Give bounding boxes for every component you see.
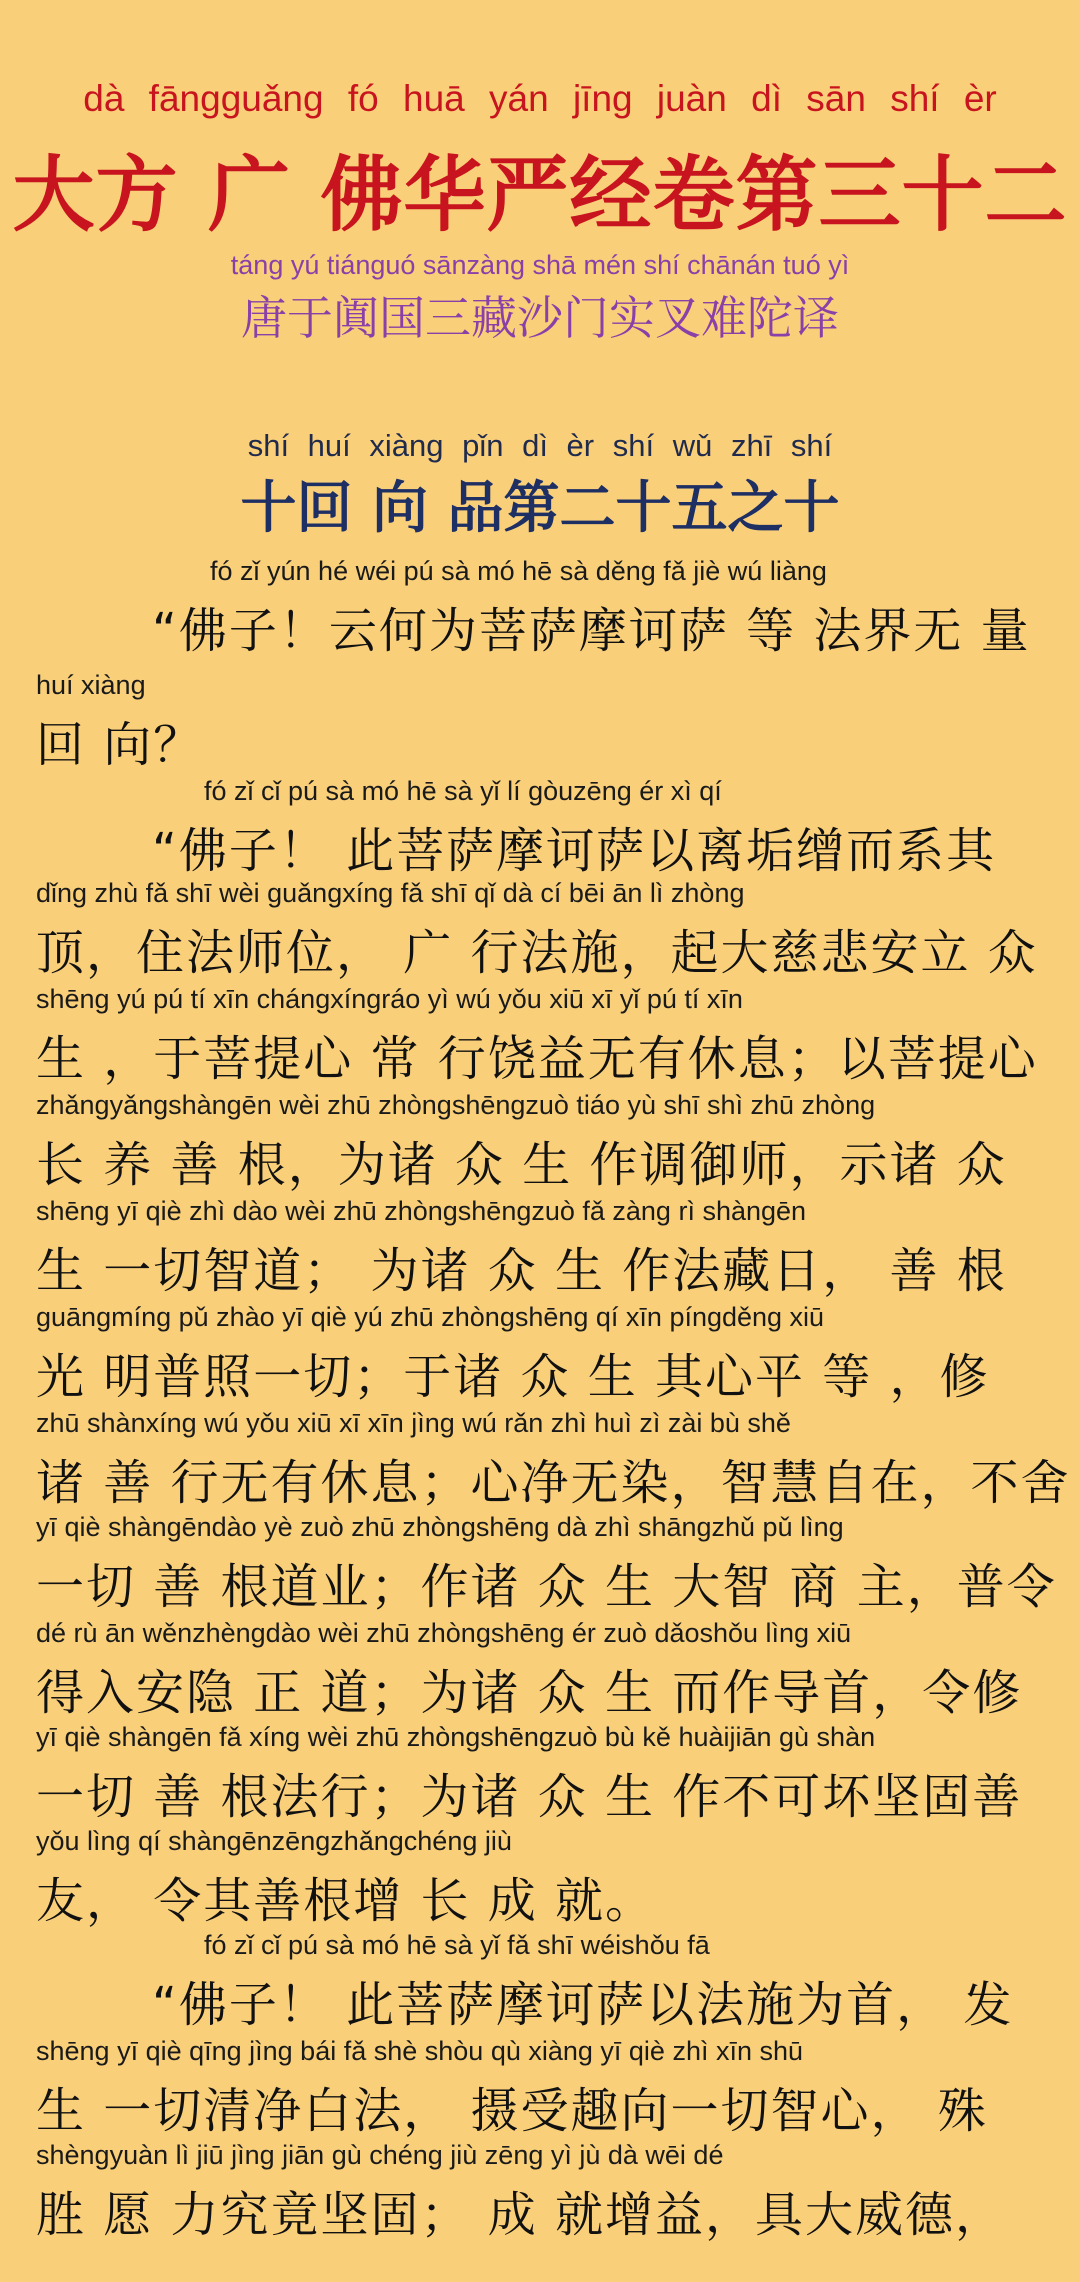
line-pinyin: fó zǐ yún hé wéi pú sà mó hē sà děng fǎ jiè wú liàng xyxy=(210,556,827,586)
translator-pinyin: táng yú tiánguó sānzàng shā mén shí chānán tuó yì xyxy=(230,250,850,280)
line-pinyin: yī qiè shàngēn fǎ xíng wèi zhū zhòngshēngzuò bù kě huàijiān gù shàn xyxy=(36,1722,876,1752)
page-title: 大方 广 佛华严经卷第三十二 xyxy=(12,148,1068,243)
line-text: “佛子！云何为菩萨摩诃萨 等 法界无 量 xyxy=(152,603,1031,659)
line-text: 生 一切智道； 为诸 众 生 作法藏日， 善 根 xyxy=(36,1243,1007,1299)
line-pinyin: shēng yī qiè qīng jìng bái fǎ shè shòu qù xiàng yī qiè zhì xīn shū xyxy=(36,2036,804,2066)
line-text: “佛子！ 此菩萨摩诃萨以法施为首， 发 xyxy=(152,1977,1014,2033)
line-pinyin: fó zǐ cǐ pú sà mó hē sà yǐ fǎ shī wéishǒu fā xyxy=(204,1930,710,1960)
line-text: 一切 善 根法行；为诸 众 生 作不可坏坚固善 xyxy=(36,1769,1023,1825)
line-text: 得入安隐 正 道；为诸 众 生 而作导首，令修 xyxy=(36,1665,1023,1721)
line-pinyin: yī qiè shàngēndào yè zuò zhū zhòngshēng dà zhì shāngzhǔ pǔ lìng xyxy=(36,1512,844,1542)
line-pinyin: guāngmíng pǔ zhào yī qiè yú zhū zhòngshēng qí xīn píngděng xiū xyxy=(36,1302,825,1332)
line-pinyin: shēng yú pú tí xīn chángxíngráo yì wú yǒu xiū xī yǐ pú tí xīn xyxy=(36,984,743,1014)
line-pinyin: zhǎngyǎngshàngēn wèi zhū zhòngshēngzuò tiáo yù shī shì zhū zhòng xyxy=(36,1090,876,1120)
line-pinyin: shēng yī qiè zhì dào wèi zhū zhòngshēngzuò fǎ zàng rì shàngēn xyxy=(36,1196,807,1226)
line-text: 顶，住法师位， 广 行法施，起大慈悲安立 众 xyxy=(36,925,1038,981)
line-pinyin: fó zǐ cǐ pú sà mó hē sà yǐ lí gòuzēng ér xì qí xyxy=(204,776,722,806)
line-text: 友， 令其善根增 长 成 就。 xyxy=(36,1873,656,1929)
line-text: 生 ，于菩提心 常 行饶益无有休息；以菩提心 xyxy=(36,1031,1038,1087)
line-text: 诸 善 行无有休息；心净无染，智慧自在，不舍 xyxy=(36,1455,1071,1511)
line-pinyin: yǒu lìng qí shàngēnzēngzhǎngchéng jiù xyxy=(36,1826,512,1856)
chapter-pinyin: shí huí xiàng pǐn dì èr shí wǔ zhī shí xyxy=(247,428,833,463)
line-text: 长 养 善 根，为诸 众 生 作调御师，示诸 众 xyxy=(36,1137,1007,1193)
title-pinyin: dà fāngguǎng fó huā yán jīng juàn dì sān shí èr xyxy=(83,78,997,119)
line-text: 光 明普照一切；于诸 众 生 其心平 等 ，修 xyxy=(36,1349,990,1405)
line-text: 胜 愿 力究竟坚固； 成 就增益，具大威德， xyxy=(36,2187,1006,2243)
line-pinyin: dé rù ān wěnzhèngdào wèi zhū zhòngshēng ér zuò dǎoshǒu lìng xiū xyxy=(36,1618,852,1648)
line-pinyin: zhū shànxíng wú yǒu xiū xī xīn jìng wú rǎn zhì huì zì zài bù shě xyxy=(36,1408,791,1438)
line-text: 一切 善 根道业；作诸 众 生 大智 商 主，普令 xyxy=(36,1559,1057,1615)
line-pinyin: shèngyuàn lì jiū jìng jiān gù chéng jiù zēng yì jù dà wēi dé xyxy=(36,2140,724,2170)
line-pinyin: huí xiàng xyxy=(36,670,146,700)
line-pinyin: dǐng zhù fǎ shī wèi guǎngxíng fǎ shī qǐ dà cí bēi ān lì zhòng xyxy=(36,878,745,908)
line-text: “佛子！ 此菩萨摩诃萨以离垢缯而系其 xyxy=(152,823,997,879)
line-text: 回 向？ xyxy=(36,717,204,773)
chapter-title: 十回 向 品第二十五之十 xyxy=(240,476,840,541)
line-text: 生 一切清净白法， 摄受趣向一切智心， 殊 xyxy=(36,2083,988,2139)
translator-line: 唐于阗国三藏沙门实叉难陀译 xyxy=(241,291,839,345)
